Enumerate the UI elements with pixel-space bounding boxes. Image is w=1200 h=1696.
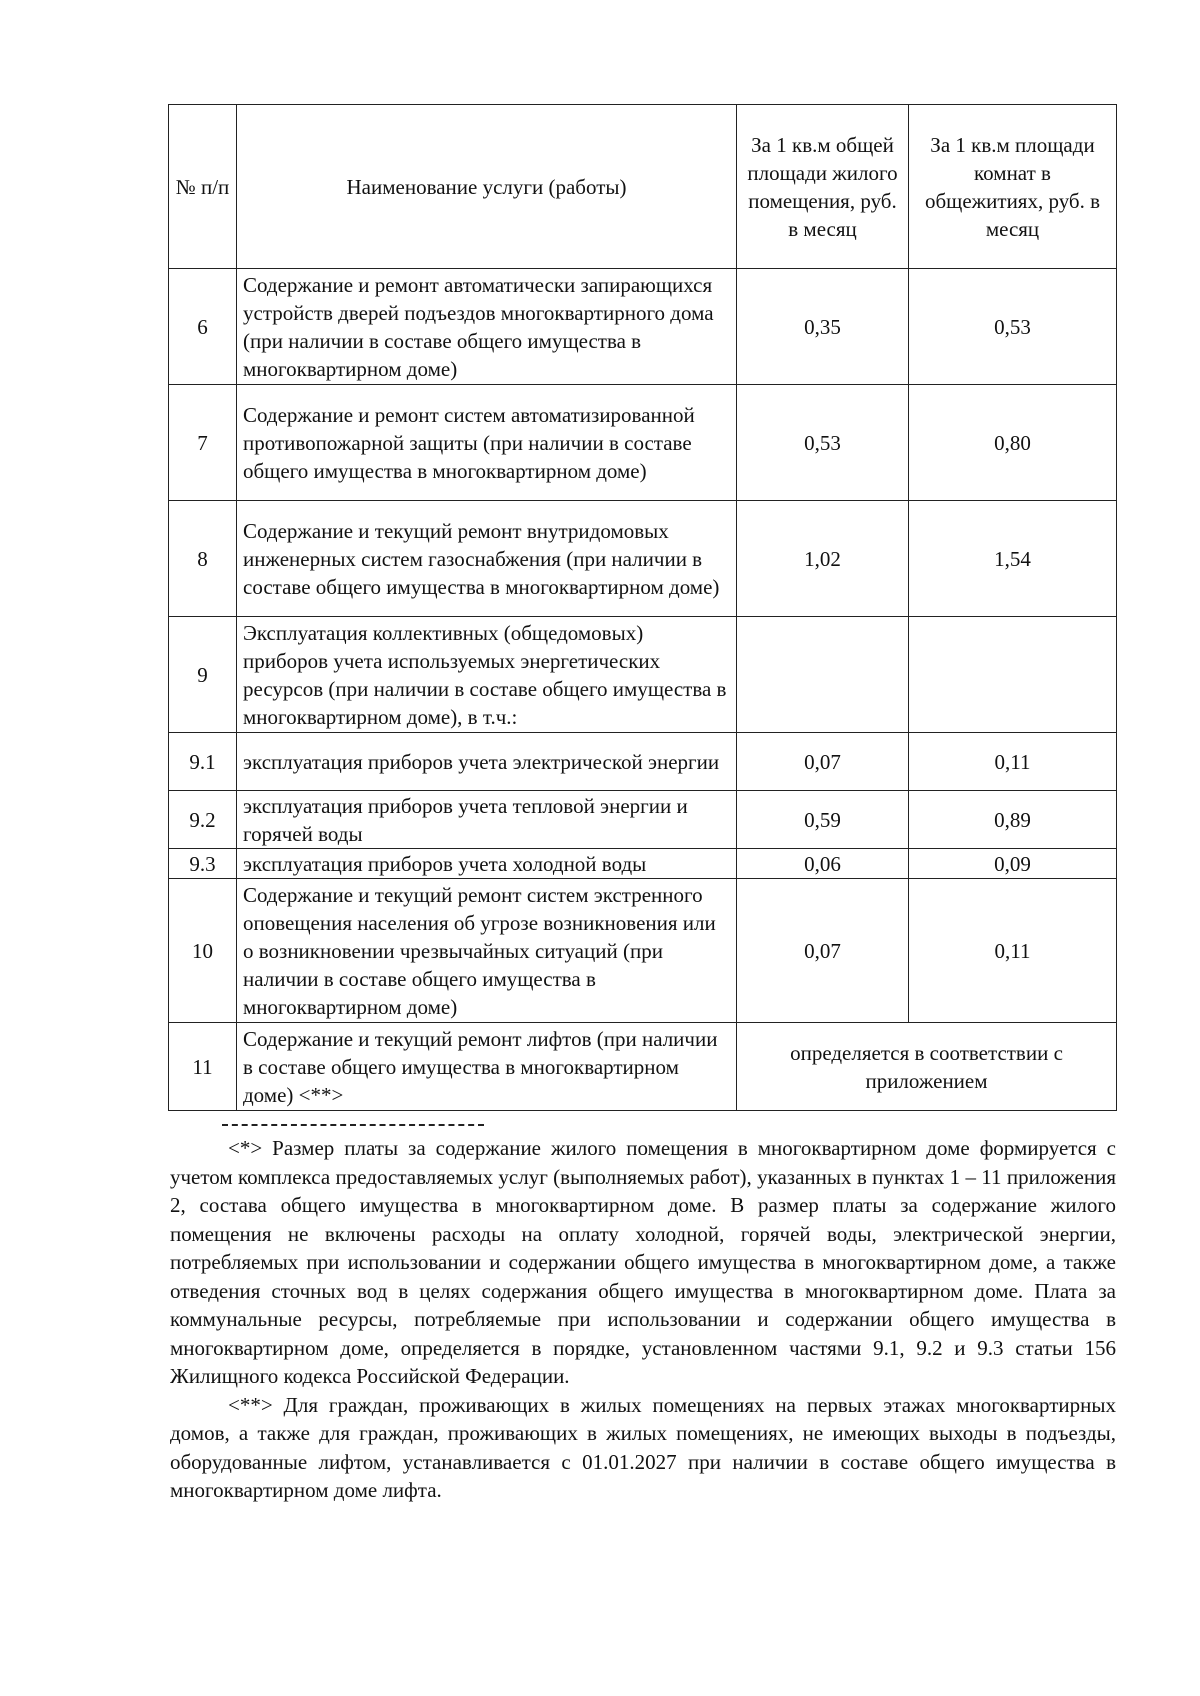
table-row <box>169 879 1117 1023</box>
dormitory-rate: 0,11 <box>909 733 1117 791</box>
service-name: Содержание и текущий ремонт систем экстренного оповещения населения об угрозе возникновения или о возникновении чрезвычайных ситуаций (при наличии в составе общего имущества в многоквартирном доме) <box>237 879 737 1023</box>
footnotes <box>170 1134 1116 1505</box>
row-number: 11 <box>169 1023 237 1111</box>
tariff-table <box>168 104 1117 1111</box>
dormitory-rate: 1,54 <box>909 501 1117 617</box>
service-name: эксплуатация приборов учета тепловой энергии и горячей воды <box>237 791 737 849</box>
row-number: 9.1 <box>169 733 237 791</box>
table-row <box>169 385 1117 501</box>
living-area-rate: 0,07 <box>737 879 909 1023</box>
table-row <box>169 791 1117 849</box>
table-row <box>169 617 1117 733</box>
living-area-rate: 1,02 <box>737 501 909 617</box>
row-number: 9.2 <box>169 791 237 849</box>
dormitory-rate: 0,11 <box>909 879 1117 1023</box>
table-row <box>169 501 1117 617</box>
footnote-1: <*> Размер платы за содержание жилого помещения в многоквартирном доме формируется с учетом комплекса предоставляемых услуг (выполняемых работ), указанных в пунктах 1 – 11 приложения 2, состава общего имущества в многоквартирном доме. В размер платы за содержание жилого помещения не включены расходы на оплату холодной, горячей воды, электрической энергии, потребляемых при использовании и содержании общего имущества в многоквартирном доме, а также отведения сточных вод в целях содержания общего имущества в многоквартирном доме. Плата за коммунальные ресурсы, потребляемые при использовании и содержании общего имущества в многоквартирном доме, определяется в порядке, установленном частями 9.1, 9.2 и 9.3 статьи 156 Жилищного кодекса Российской Федерации. <box>170 1136 1116 1388</box>
header-number: № п/п <box>169 105 237 269</box>
service-name: Эксплуатация коллективных (общедомовых) приборов учета используемых энергетических ресурсов (при наличии в составе общего имущества в многоквартирном доме), в т.ч.: <box>237 617 737 733</box>
row-number: 6 <box>169 269 237 385</box>
living-area-rate <box>737 617 909 733</box>
service-name: Содержание и ремонт автоматически запирающихся устройств дверей подъездов многоквартирного дома (при наличии в составе общего имущества в многоквартирном доме) <box>237 269 737 385</box>
dormitory-rate: 0,09 <box>909 849 1117 879</box>
table-row <box>169 849 1117 879</box>
row-number: 7 <box>169 385 237 501</box>
living-area-rate: 0,59 <box>737 791 909 849</box>
footnote-separator <box>222 1124 484 1126</box>
header-living-area-rate: За 1 кв.м общей площади жилого помещения, руб. в месяц <box>737 105 909 269</box>
dormitory-rate: 0,80 <box>909 385 1117 501</box>
row-number: 9 <box>169 617 237 733</box>
living-area-rate: 0,07 <box>737 733 909 791</box>
service-name: Содержание и текущий ремонт лифтов (при наличии в составе общего имущества в многоквартирном доме) <**> <box>237 1023 737 1111</box>
living-area-rate: 0,06 <box>737 849 909 879</box>
table-header-row <box>169 105 1117 269</box>
dormitory-rate <box>909 617 1117 733</box>
service-name: эксплуатация приборов учета холодной воды <box>237 849 737 879</box>
service-name: Содержание и текущий ремонт внутридомовых инженерных систем газоснабжения (при наличии в составе общего имущества в многоквартирном доме) <box>237 501 737 617</box>
table-row <box>169 733 1117 791</box>
dormitory-rate: 0,53 <box>909 269 1117 385</box>
row-number: 8 <box>169 501 237 617</box>
row-number: 10 <box>169 879 237 1023</box>
merged-rate-note: определяется в соответствии с приложением <box>737 1023 1117 1111</box>
row-number: 9.3 <box>169 849 237 879</box>
service-name: Содержание и ремонт систем автоматизированной противопожарной защиты (при наличии в составе общего имущества в многоквартирном доме) <box>237 385 737 501</box>
table-row <box>169 269 1117 385</box>
service-name: эксплуатация приборов учета электрической энергии <box>237 733 737 791</box>
living-area-rate: 0,35 <box>737 269 909 385</box>
header-dormitory-rate: За 1 кв.м площади комнат в общежитиях, руб. в месяц <box>909 105 1117 269</box>
dormitory-rate: 0,89 <box>909 791 1117 849</box>
header-service-name: Наименование услуги (работы) <box>237 105 737 269</box>
table-row <box>169 1023 1117 1111</box>
footnote-2: <**> Для граждан, проживающих в жилых помещениях на первых этажах многоквартирных домов, а также для граждан, проживающих в жилых помещениях, не имеющих выходы в подъезды, оборудованные лифтом, устанавливается с 01.01.2027 при наличии в составе общего имущества в многоквартирном доме лифта. <box>170 1392 1116 1502</box>
living-area-rate: 0,53 <box>737 385 909 501</box>
